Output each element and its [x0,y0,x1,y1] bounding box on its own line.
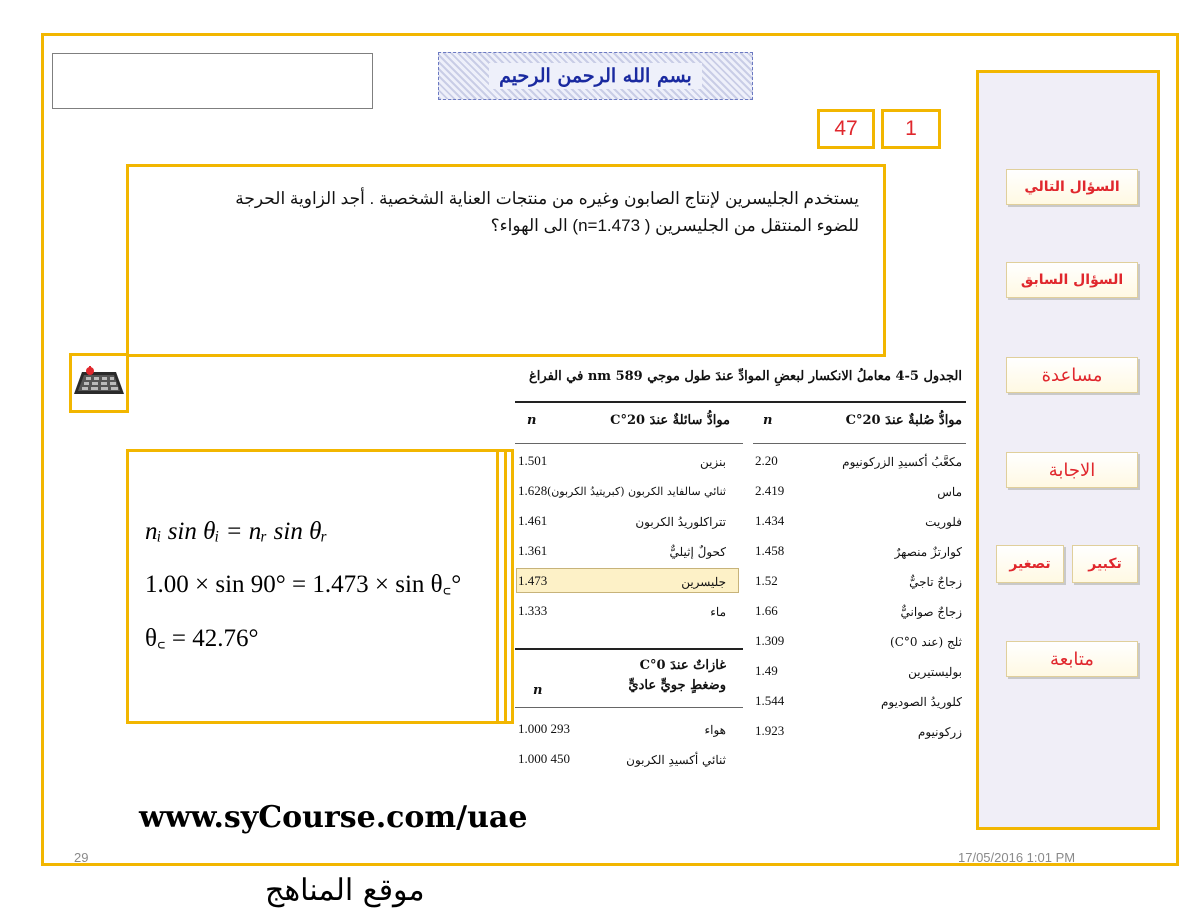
solid-name: مكعَّبُ أكسيدِ الزركونيوم [842,455,962,469]
solid-n: 2.419 [755,483,785,498]
equation-snell-law: nᵢ sin θᵢ = nᵣ sin θᵣ [145,518,328,545]
solid-n: 1.434 [755,513,785,528]
question-number-counter: 1 [881,109,941,149]
solid-n: 1.544 [755,693,785,708]
table-title: الجدول 5-4 معاملُ الانكسار لبعضِ الموادِّ عندَ طول موجي 589 nm في الفراغ [529,369,962,384]
website-url[interactable]: www.syCourse.com/uae [139,800,528,835]
liquid-name: بنزين [699,455,726,469]
next-question-button[interactable]: السؤال التالي [1006,169,1138,205]
liquid-n: 1.628 [518,483,548,498]
solution-divider [496,452,499,721]
liquid-n: 1.461 [518,513,548,528]
table-rule [515,401,966,403]
solids-header: موادُّ صُلبةٌ عندَ 20°C [845,413,962,428]
solids-n-header: n [763,413,773,428]
equation-substitution: 1.00 × sin 90° = 1.473 × sin θ꜀° [145,571,462,598]
slide-number: 29 [74,850,89,865]
solid-name: زجاجٌ صوانيٌّ [900,605,962,619]
liquid-n: 1.473 [518,573,548,588]
gases-subheader: وضغطٍ جويٍّ عاديٍّ [628,678,726,693]
solid-name: كوارتزٌ منصهرٌ [894,545,962,559]
solid-n: 1.66 [755,603,778,618]
liquid-name: ثنائي سالفايد الكربون (كبريتيدُ الكربون) [546,485,726,498]
gases-n-header: n [533,683,543,698]
liquid-name: جليسرين [681,575,726,589]
gas-n: 1.000 450 [518,751,570,766]
solid-n: 1.49 [755,663,778,678]
table-rule [515,707,743,708]
blank-text-box [52,53,373,109]
continue-button[interactable]: متابعة [1006,641,1138,677]
previous-question-button[interactable]: السؤال السابق [1006,262,1138,298]
gas-n: 1.000 293 [518,721,570,736]
solid-name: بوليستيرين [908,665,962,679]
liquids-header: موادُّ سائلةٌ عندَ 20°C [610,413,730,428]
table-rule [515,443,743,444]
liquid-name: كحولٌ إثيليٌّ [669,545,726,559]
solid-n: 1.52 [755,573,778,588]
solid-n: 1.923 [755,723,785,738]
gases-header: غازاتٌ عندَ 0°C [639,658,726,673]
bismillah-text: بسم الله الرحمن الرحيم [489,63,702,89]
solution-box [126,449,514,724]
gas-name: ثنائي أكسيدِ الكربون [626,753,726,767]
solid-name: ماس [937,485,962,499]
solid-name: فلوريت [925,515,962,529]
solid-n: 1.458 [755,543,785,558]
equation-result: θ꜀ = 42.76° [145,625,259,652]
gas-name: هواء [704,723,726,737]
solid-name: كلوريدُ الصوديوم [880,695,962,709]
arabic-site-name: موقع المناهج [265,873,425,908]
answer-button[interactable]: الاجابة [1006,452,1138,488]
table-rule [753,443,966,444]
solid-name: ثلج (عند 0°C) [890,635,962,649]
question-box [126,164,886,357]
help-button[interactable]: مساعدة [1006,357,1138,393]
slide-datetime: 17/05/2016 1:01 PM [958,850,1076,865]
liquid-n: 1.501 [518,453,548,468]
solution-divider [504,452,507,721]
refraction-index-table [515,365,966,775]
solid-n: 1.309 [755,633,785,648]
table-rule [515,648,743,650]
zoom-out-button[interactable]: تصغير [996,545,1064,583]
liquid-name: ماء [710,605,726,619]
liquid-n: 1.361 [518,543,548,558]
liquids-n-header: n [527,413,537,428]
total-questions-counter: 47 [817,109,875,149]
calculator-icon [72,366,126,400]
solid-n: 2.20 [755,453,778,468]
calculator-button[interactable] [69,353,129,413]
solid-name: زجاجٌ تاجيٌّ [909,575,962,589]
liquid-n: 1.333 [518,603,548,618]
solid-name: زركونيوم [917,725,962,739]
question-text: يستخدم الجليسرين لإنتاج الصابون وغيره من منتجات العناية الشخصية . أجد الزاوية الحرجة للضوء المنتقل من الجليسرين ( n=1.473) الى الهواء؟ [235,189,859,235]
bismillah-banner [438,52,753,100]
liquid-name: تتراكلوريدُ الكربون [635,515,726,529]
zoom-in-button[interactable]: تكبير [1072,545,1138,583]
